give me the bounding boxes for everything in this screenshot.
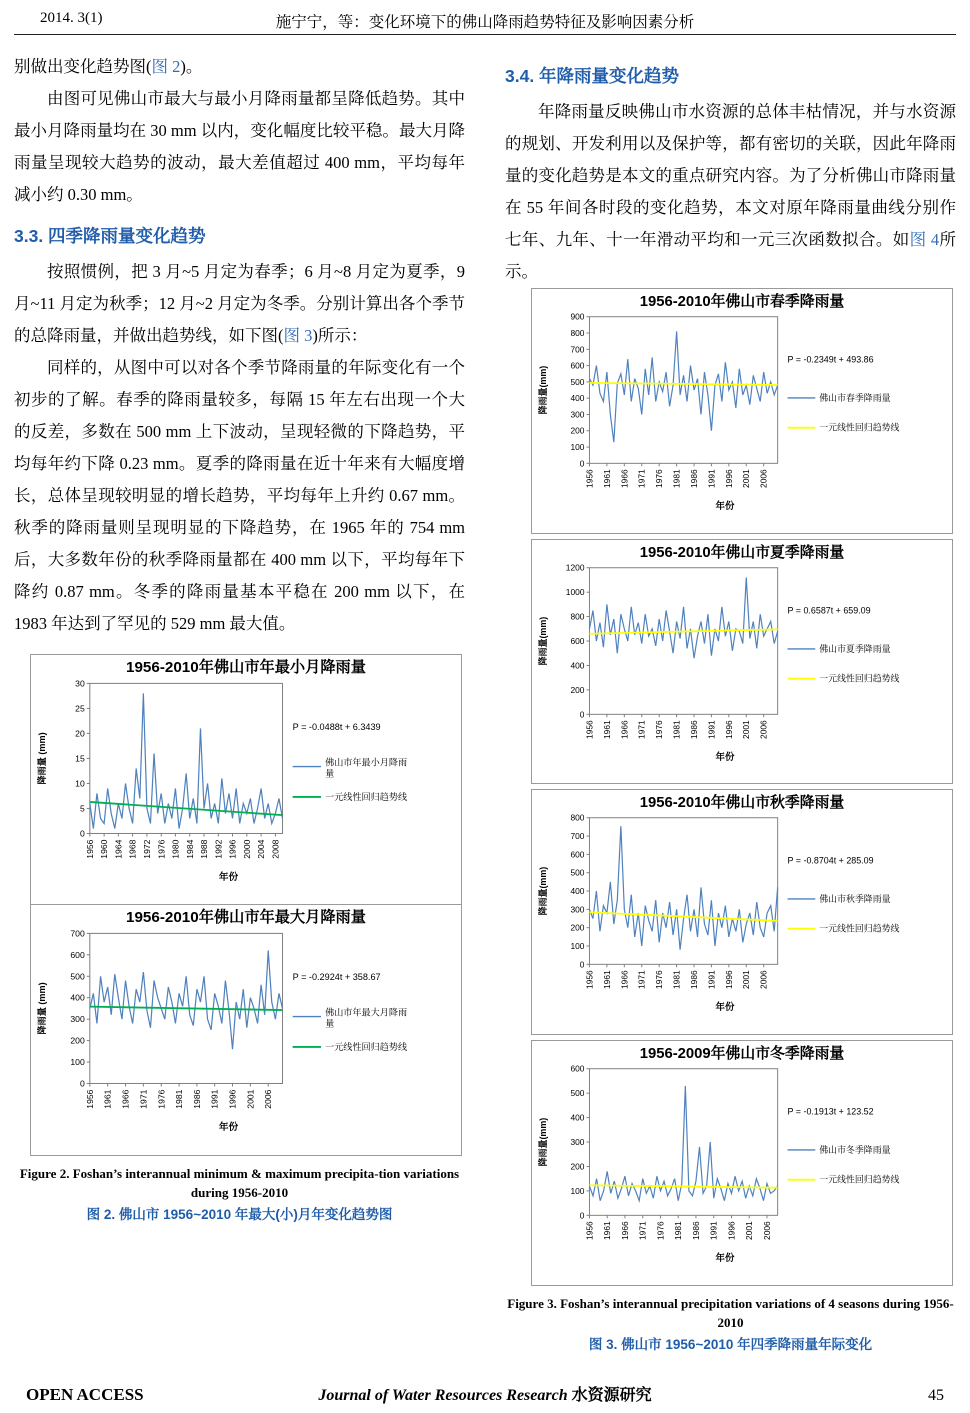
svg-text:1964: 1964 [113, 839, 124, 859]
svg-text:量: 量 [325, 1019, 335, 1030]
svg-text:1966: 1966 [120, 1090, 131, 1110]
svg-text:1992: 1992 [213, 839, 224, 859]
running-title: 施宁宁，等：变化环境下的佛山降雨趋势特征及影响因素分析 [275, 14, 695, 31]
figure-3-label-cn: 图 3. [588, 1336, 618, 1352]
svg-text:P = 0.6587t + 659.09: P = 0.6587t + 659.09 [787, 604, 871, 615]
svg-text:1996: 1996 [227, 1090, 238, 1110]
svg-text:2000: 2000 [241, 839, 252, 859]
svg-text:1996: 1996 [723, 970, 734, 990]
figure-reference[interactable]: 图 3 [283, 326, 313, 345]
svg-text:1976: 1976 [156, 1090, 167, 1110]
svg-text:1956: 1956 [584, 719, 595, 739]
paragraph [14, 51, 465, 83]
svg-text:400: 400 [70, 993, 85, 1004]
page-header [14, 8, 956, 35]
svg-text:1986: 1986 [689, 469, 700, 488]
svg-text:100: 100 [570, 1185, 585, 1196]
text-run: 按照惯例，把 3 月~5 月定为春季；6 月~8 月定为夏季，9 月~11 月定为秋季；12 月~2 月定为冬季。分别计算出各个季节的总降雨量，并做出趋势线，如下图( [14, 262, 465, 345]
svg-text:1991: 1991 [708, 1221, 719, 1240]
figure-2-label-cn: 图 2. [86, 1206, 116, 1222]
svg-text:1984: 1984 [184, 839, 195, 859]
svg-text:1971: 1971 [636, 469, 647, 488]
svg-text:100: 100 [70, 1057, 85, 1068]
svg-text:0: 0 [79, 1078, 85, 1089]
chart-svg [532, 790, 952, 1034]
journal-issue: 2014. 3(1) [40, 10, 103, 26]
svg-text:2001: 2001 [744, 1221, 755, 1240]
figure-reference[interactable]: 图 4 [909, 230, 940, 249]
svg-text:5: 5 [79, 803, 85, 814]
figure-2-caption-english [14, 1164, 465, 1202]
section-heading-3-4: 3.4. 年降雨量变化趋势 [505, 66, 680, 86]
svg-text:0: 0 [79, 828, 85, 839]
chart-summer-rainfall [531, 539, 953, 785]
svg-text:20: 20 [75, 728, 85, 739]
svg-text:0: 0 [579, 708, 585, 719]
chart-max-monthly-rainfall [30, 904, 462, 1155]
svg-text:500: 500 [570, 1088, 585, 1099]
svg-text:2006: 2006 [758, 469, 769, 488]
figure-2-caption-chinese [14, 1204, 465, 1225]
figure-2-label-en: Figure 2. [19, 1165, 70, 1181]
svg-text:1966: 1966 [619, 469, 630, 488]
svg-text:1200: 1200 [565, 562, 585, 573]
figure-3-caption-english [505, 1294, 956, 1332]
svg-text:0: 0 [579, 959, 585, 970]
text-run: )所示： [312, 326, 368, 345]
svg-text:800: 800 [570, 813, 585, 824]
svg-text:P = -0.8704t + 285.09: P = -0.8704t + 285.09 [787, 855, 874, 866]
paragraph [14, 256, 465, 352]
svg-text:400: 400 [570, 393, 585, 404]
right-column [505, 51, 956, 1355]
svg-text:1980: 1980 [170, 839, 181, 859]
svg-text:2001: 2001 [741, 469, 752, 488]
svg-text:500: 500 [570, 376, 585, 387]
svg-text:1966: 1966 [619, 970, 630, 990]
svg-text:P = -0.2924t + 358.67: P = -0.2924t + 358.67 [292, 972, 381, 983]
svg-text:1981: 1981 [673, 1221, 684, 1240]
svg-text:2006: 2006 [263, 1090, 274, 1110]
svg-text:1988: 1988 [199, 839, 210, 859]
svg-text:2001: 2001 [741, 719, 752, 739]
svg-text:年份: 年份 [218, 872, 239, 884]
svg-text:2006: 2006 [758, 719, 769, 739]
svg-text:P = -0.1913t + 123.52: P = -0.1913t + 123.52 [787, 1106, 874, 1117]
svg-text:1961: 1961 [602, 1221, 613, 1240]
svg-text:降雨量 (mm): 降雨量 (mm) [37, 732, 48, 785]
svg-text:1991: 1991 [706, 719, 717, 739]
svg-text:200: 200 [570, 684, 585, 695]
svg-text:1956: 1956 [584, 1221, 595, 1240]
svg-text:量: 量 [325, 768, 335, 779]
svg-text:2006: 2006 [761, 1221, 772, 1240]
svg-text:佛山市夏季降雨量: 佛山市夏季降雨量 [819, 643, 891, 654]
svg-text:1968: 1968 [127, 839, 138, 859]
svg-text:25: 25 [75, 703, 85, 714]
chart-svg [31, 905, 461, 1154]
text-run: 所示。 [505, 230, 957, 281]
svg-text:1996: 1996 [723, 469, 734, 488]
svg-text:1956: 1956 [84, 839, 95, 859]
svg-text:30: 30 [75, 678, 85, 689]
svg-text:1986: 1986 [689, 970, 700, 990]
svg-text:1986: 1986 [690, 1221, 701, 1240]
svg-text:600: 600 [570, 1063, 585, 1074]
svg-text:300: 300 [70, 1014, 85, 1025]
journal-name-chinese: 水资源研究 [571, 1387, 652, 1404]
svg-text:1991: 1991 [706, 469, 717, 488]
svg-text:1956: 1956 [84, 1090, 95, 1110]
svg-text:1972: 1972 [141, 839, 152, 859]
text-run: 由图可见佛山市最大与最小月降雨量都呈降低趋势。其中最小月降雨量均在 30 mm 以内，变化幅度比较平稳。最大月降雨量呈现较大趋势的波动，最大差值超过 400 mm，平均每年减小约 0.30 mm。 [14, 89, 465, 204]
svg-text:佛山市春季降雨量: 佛山市春季降雨量 [819, 392, 891, 403]
svg-text:降雨量(mm): 降雨量(mm) [537, 1117, 548, 1167]
svg-text:600: 600 [570, 360, 585, 371]
figure-2-text-cn: 佛山市 1956~2010 年最大(小)月年变化趋势图 [118, 1206, 393, 1222]
svg-text:100: 100 [570, 442, 585, 453]
svg-text:200: 200 [570, 425, 585, 436]
svg-text:一元线性回归趋势线: 一元线性回归趋势线 [819, 422, 900, 433]
svg-text:1956-2010年佛山市春季降雨量: 1956-2010年佛山市春季降雨量 [639, 293, 845, 310]
chart-winter-rainfall [531, 1040, 953, 1286]
svg-text:1956-2010年佛山市夏季降雨量: 1956-2010年佛山市夏季降雨量 [639, 544, 845, 561]
chart-autumn-rainfall [531, 789, 953, 1035]
page-number: 45 [928, 1387, 944, 1404]
svg-text:400: 400 [570, 886, 585, 897]
figure-2-caption [14, 1164, 465, 1225]
svg-text:600: 600 [570, 635, 585, 646]
svg-text:600: 600 [70, 950, 85, 961]
svg-text:降雨量(mm): 降雨量(mm) [537, 867, 548, 916]
svg-text:700: 700 [570, 831, 585, 842]
svg-text:300: 300 [570, 1137, 585, 1148]
svg-text:15: 15 [75, 753, 85, 764]
svg-text:1976: 1976 [654, 469, 665, 488]
svg-text:1966: 1966 [619, 719, 630, 739]
svg-text:800: 800 [570, 611, 585, 622]
page-footer [14, 1381, 956, 1405]
svg-text:一元线性回归趋势线: 一元线性回归趋势线 [819, 1174, 900, 1185]
svg-text:2001: 2001 [741, 970, 752, 990]
svg-text:1960: 1960 [99, 839, 110, 859]
chart-svg [532, 1041, 952, 1285]
svg-text:1000: 1000 [565, 586, 585, 597]
figure-3-text-cn: 佛山市 1956~2010 年四季降雨量年际变化 [621, 1336, 873, 1352]
svg-text:1956: 1956 [584, 469, 595, 488]
svg-text:降雨量 (mm): 降雨量 (mm) [37, 982, 48, 1035]
svg-text:1976: 1976 [655, 1221, 666, 1240]
svg-text:600: 600 [570, 849, 585, 860]
svg-text:降雨量(mm): 降雨量(mm) [537, 616, 548, 665]
paragraph [14, 83, 465, 211]
journal-name [14, 1382, 956, 1405]
figure-3-caption [505, 1294, 956, 1355]
figure-reference[interactable]: 图 2 [151, 57, 181, 76]
svg-text:佛山市冬季降雨量: 佛山市冬季降雨量 [819, 1144, 891, 1155]
svg-text:300: 300 [570, 904, 585, 915]
svg-text:1991: 1991 [209, 1090, 220, 1110]
open-access-label: OPEN ACCESS [26, 1385, 144, 1404]
svg-text:1956-2010年佛山市秋季降雨量: 1956-2010年佛山市秋季降雨量 [639, 795, 845, 812]
svg-text:年份: 年份 [715, 499, 735, 511]
journal-name-english: Journal of Water Resources Research [318, 1387, 568, 1404]
svg-text:1981: 1981 [174, 1090, 185, 1110]
svg-text:2004: 2004 [256, 839, 267, 859]
text-run: 年降雨量反映佛山市水资源的总体丰枯情况，并与水资源的规划、开发利用以及保护等，都有密切的关联，因此年降雨量的变化趋势是本文的重点研究内容。为了分析佛山市降雨量在 55 年间各时段的变化趋势，本文对原年降雨量曲线分别作七年、九年、十一年滑动平均和一元三次函数拟合。如 [505, 102, 956, 249]
paragraph [505, 96, 956, 288]
text-run: )。 [180, 57, 203, 76]
chart-svg [31, 655, 461, 904]
svg-text:2001: 2001 [245, 1090, 256, 1110]
svg-text:年份: 年份 [218, 1122, 239, 1134]
svg-text:800: 800 [570, 327, 585, 338]
svg-text:1971: 1971 [636, 719, 647, 739]
figure-3-text-en: Foshan’s interannual precipitation variations of 4 seasons during 1956-2010 [560, 1295, 954, 1330]
figure-2 [30, 654, 462, 1156]
svg-text:1976: 1976 [156, 839, 167, 859]
svg-text:1971: 1971 [636, 970, 647, 990]
svg-text:700: 700 [70, 928, 85, 939]
svg-text:1956-2009年佛山市冬季降雨量: 1956-2009年佛山市冬季降雨量 [639, 1045, 845, 1062]
svg-text:700: 700 [570, 344, 585, 355]
figure-3-caption-chinese [505, 1334, 956, 1355]
paragraph [14, 352, 465, 640]
svg-text:100: 100 [570, 941, 585, 952]
svg-text:1981: 1981 [671, 719, 682, 739]
svg-text:年份: 年份 [715, 750, 735, 762]
svg-text:2006: 2006 [758, 970, 769, 990]
svg-text:0: 0 [579, 458, 585, 469]
svg-text:500: 500 [70, 971, 85, 982]
svg-text:年份: 年份 [715, 1251, 735, 1263]
svg-text:一元线性回归趋势线: 一元线性回归趋势线 [325, 1042, 408, 1053]
svg-text:佛山市年最小月降雨: 佛山市年最小月降雨 [325, 757, 408, 768]
svg-text:1986: 1986 [191, 1090, 202, 1110]
left-column [14, 51, 465, 1355]
svg-text:0: 0 [579, 1210, 585, 1221]
two-column-body [14, 51, 956, 1355]
svg-text:1996: 1996 [227, 839, 238, 859]
text-run: 同样的，从图中可以对各个季节降雨量的年际变化有一个初步的了解。春季的降雨量较多，每隔 15 年左右出现一个大的反差，多数在 500 mm 上下波动，呈现轻微的下降趋势，平均每年约下降 0.23 mm。夏季的降雨量在近十年来有大幅度增长，总体呈现较明显的增长趋势，平均每年上升约 0.67 mm。秋季的降雨量则呈现明显的下降趋势，在 1965 年的 754 mm 后，大多数年份的秋季降雨量都在 400 mm 以下，平均每年下降约 0.87 mm。冬季的降雨量基本平稳在 200 mm 以下，在 1983 年达到了罕见的 529 mm 最大值。 [14, 358, 465, 633]
svg-text:1981: 1981 [671, 970, 682, 990]
svg-text:1961: 1961 [102, 1090, 113, 1110]
svg-text:200: 200 [570, 922, 585, 933]
svg-text:一元线性回归趋势线: 一元线性回归趋势线 [819, 673, 900, 684]
svg-text:1991: 1991 [706, 970, 717, 990]
chart-spring-rainfall [531, 288, 953, 534]
svg-text:P = -0.0488t + 6.3439: P = -0.0488t + 6.3439 [292, 722, 381, 733]
section-heading-3-3: 3.3. 四季降雨量变化趋势 [14, 226, 206, 246]
svg-text:1961: 1961 [601, 469, 612, 488]
svg-text:500: 500 [570, 868, 585, 879]
svg-text:1996: 1996 [723, 719, 734, 739]
svg-text:1956-2010年佛山市年最大月降雨量: 1956-2010年佛山市年最大月降雨量 [126, 909, 366, 927]
figure-3-label-en: Figure 3. [507, 1295, 557, 1311]
svg-text:降雨量(mm): 降雨量(mm) [537, 365, 548, 415]
svg-text:1956: 1956 [584, 970, 595, 990]
svg-text:1976: 1976 [654, 719, 665, 739]
svg-text:400: 400 [570, 1112, 585, 1123]
svg-text:佛山市年最大月降雨: 佛山市年最大月降雨 [325, 1008, 408, 1019]
svg-text:1956-2010年佛山市年最小月降雨量: 1956-2010年佛山市年最小月降雨量 [126, 659, 366, 677]
text-run: 别做出变化趋势图( [14, 57, 152, 76]
svg-text:P = -0.2349t + 493.86: P = -0.2349t + 493.86 [787, 354, 874, 365]
svg-text:一元线性回归趋势线: 一元线性回归趋势线 [325, 792, 408, 803]
svg-text:1971: 1971 [138, 1090, 149, 1110]
svg-text:一元线性回归趋势线: 一元线性回归趋势线 [819, 923, 900, 934]
svg-text:300: 300 [570, 409, 585, 420]
svg-text:1986: 1986 [689, 719, 700, 739]
figure-2-text-en: Foshan’s interannual minimum & maximum precipita-tion variations during 1956-2010 [72, 1165, 460, 1200]
svg-text:200: 200 [70, 1036, 85, 1047]
chart-svg [532, 540, 952, 784]
svg-text:10: 10 [75, 778, 85, 789]
svg-text:1961: 1961 [601, 719, 612, 739]
svg-text:1971: 1971 [637, 1221, 648, 1240]
svg-text:1976: 1976 [654, 970, 665, 990]
svg-text:200: 200 [570, 1161, 585, 1172]
svg-text:1996: 1996 [726, 1221, 737, 1240]
svg-text:400: 400 [570, 660, 585, 671]
svg-text:900: 900 [570, 311, 585, 322]
chart-min-monthly-rainfall [30, 654, 462, 905]
svg-text:年份: 年份 [715, 1001, 735, 1013]
svg-text:1961: 1961 [601, 970, 612, 990]
svg-text:1966: 1966 [619, 1221, 630, 1240]
svg-text:佛山市秋季降雨量: 佛山市秋季降雨量 [819, 894, 891, 905]
svg-text:1981: 1981 [671, 469, 682, 488]
chart-svg [532, 289, 952, 533]
svg-text:2008: 2008 [270, 839, 281, 859]
